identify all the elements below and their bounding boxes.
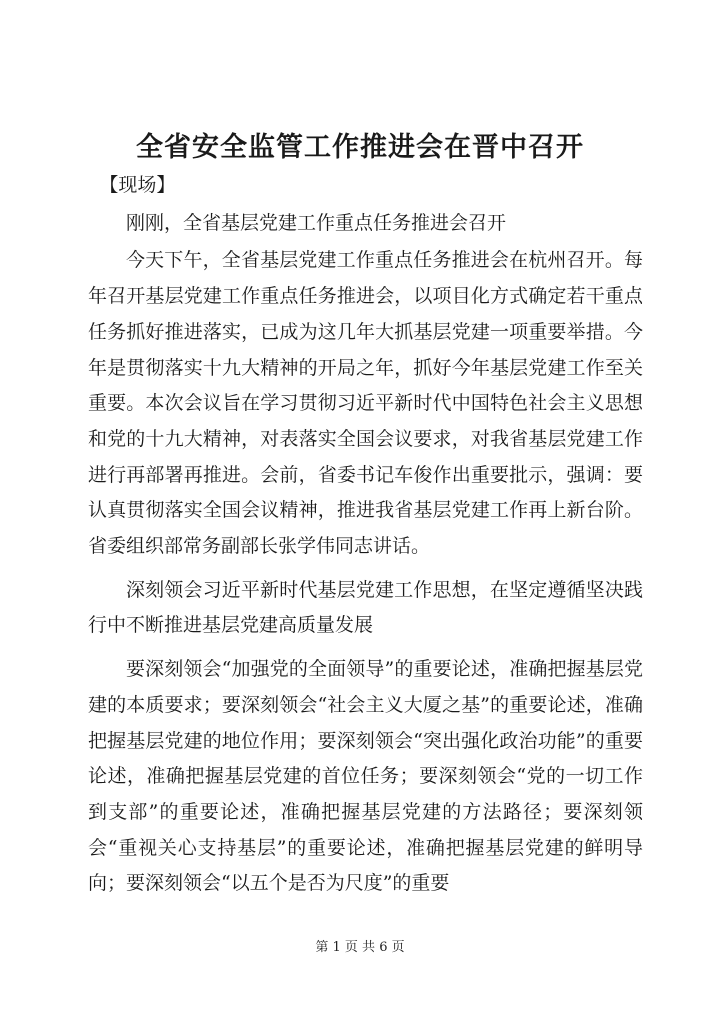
paragraph-2: 今天下午，全省基层党建工作重点任务推进会在杭州召开。每年召开基层党建工作重点任务推进会，以项目化方式确定若干重点任务抓好推进落实，已成为这几年大抓基层党建一项重要举措。今年是贯彻落实十九大精神的开局之年，抓好今年基层党建工作至关重要。本次会议旨在学习贯彻习近平新时代中国特色社会主义思想和党的十九大精神，对表落实全国会议要求，对我省基层党建工作进行再部署再推进。会前，省委书记车俊作出重要批示，强调：要认真贯彻落实全国会议精神，推进我省基层党建工作再上新台阶。省委组织部常务副部长张学伟同志讲话。: [88, 249, 643, 558]
document-body: [88, 168, 643, 902]
paragraph-3: 深刻领会习近平新时代基层党建工作思想，在坚定遵循坚决践行中不断推进基层党建高质量发展: [88, 578, 643, 637]
document-title: 全省安全监管工作推进会在晋中召开: [136, 132, 584, 163]
section-label: 【现场】: [99, 174, 176, 196]
paragraph-4: 要深刻领会“加强党的全面领导”的重要论述，准确把握基层党建的本质要求；要深刻领会“社会主义大厦之基”的重要论述，准确把握基层党建的地位作用；要深刻领会“突出强化政治功能”的重要论述，准确把握基层党建的首位任务；要深刻领会“党的一切工作到支部”的重要论述，准确把握基层党建的方法路径；要深刻领会“重视关心支持基层”的重要论述，准确把握基层党建的鲜明导向；要深刻领会“以五个是否为尺度”的重要: [88, 658, 643, 895]
page-number-footer: 第 1 页 共 6 页: [315, 940, 405, 955]
paragraph-1: 刚刚，全省基层党建工作重点任务推进会召开: [126, 211, 507, 234]
